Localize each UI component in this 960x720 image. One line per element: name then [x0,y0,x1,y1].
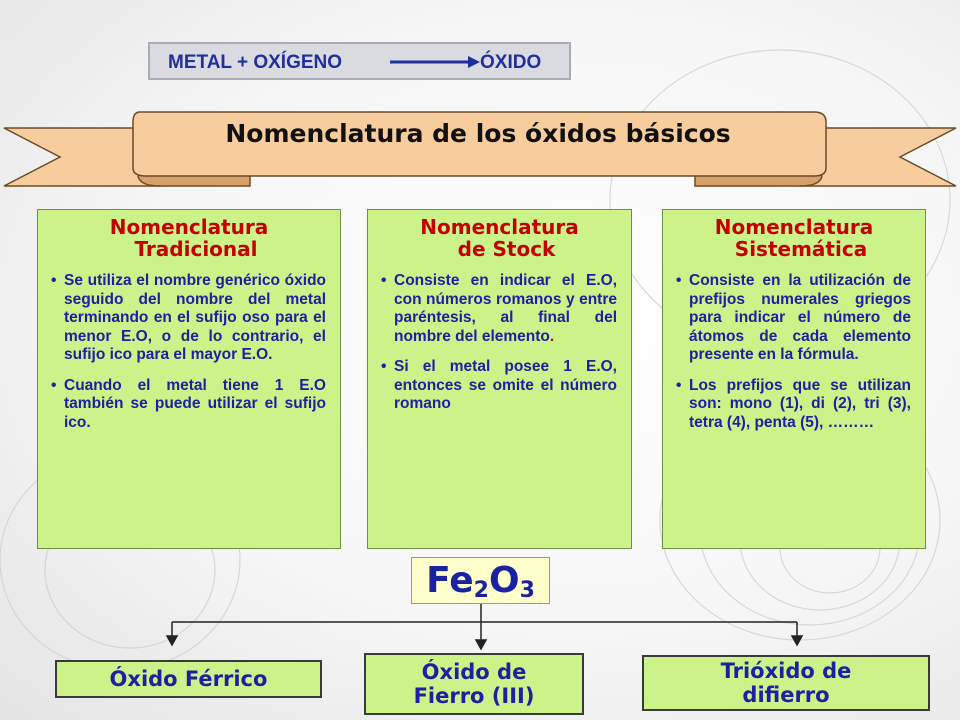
banner-title: Nomenclatura de los óxidos básicos [225,119,731,148]
bullet-end-dot: . [549,327,555,345]
formula-right: ÓXIDO [480,52,542,73]
panel-title-line2: Tradicional [134,237,258,261]
name-oxido-de-fierro: Óxido de Fierro (III) [364,653,584,715]
compound-element-1: Fe [426,560,474,601]
bullet-item: • Se utiliza el nombre genérico óxido seguido del nombre del metal terminando en el sufijo oso para el menor E.O, o de lo contrario, el sufijo ico para el mayor E.O. [64,272,326,365]
formula-left: METAL + OXÍGENO [168,52,343,73]
bullet-text: Consiste en indicar el E.O, con números romanos y entre paréntesis, al final del nombre del elemento [394,272,617,345]
bullet-item: • Si el metal posee 1 E.O, entonces se omite el número romano [394,358,617,414]
bullet-item: • Cuando el metal tiene 1 E.O también se puede utilizar el sufijo ico. [64,377,326,433]
panel-title-line2: Sistemática [734,237,868,261]
compound-subscript-2: 3 [519,578,535,603]
compound-subscript-1: 2 [473,578,489,603]
bullet-item: • Consiste en la utilización de prefijos numerales griegos para indicar el número de átomos de cada elemento presente en la fórmula. [689,272,911,365]
name-oxido-ferrico: Óxido Férrico [55,660,322,698]
panel-title-line1: Nomenclatura [109,215,269,239]
name-trioxido-de-difierro: Trióxido de difierro [642,655,930,711]
compound-element-2: O [488,560,520,601]
panel-title-line2: de Stock [457,237,556,261]
panel-title-line1: Nomenclatura [714,215,874,239]
bullet-item: • Los prefijos que se utilizan son: mono (1), di (2), tri (3), tetra (4), penta (5), ……… [689,377,911,433]
panel-title-line1: Nomenclatura [420,215,579,239]
